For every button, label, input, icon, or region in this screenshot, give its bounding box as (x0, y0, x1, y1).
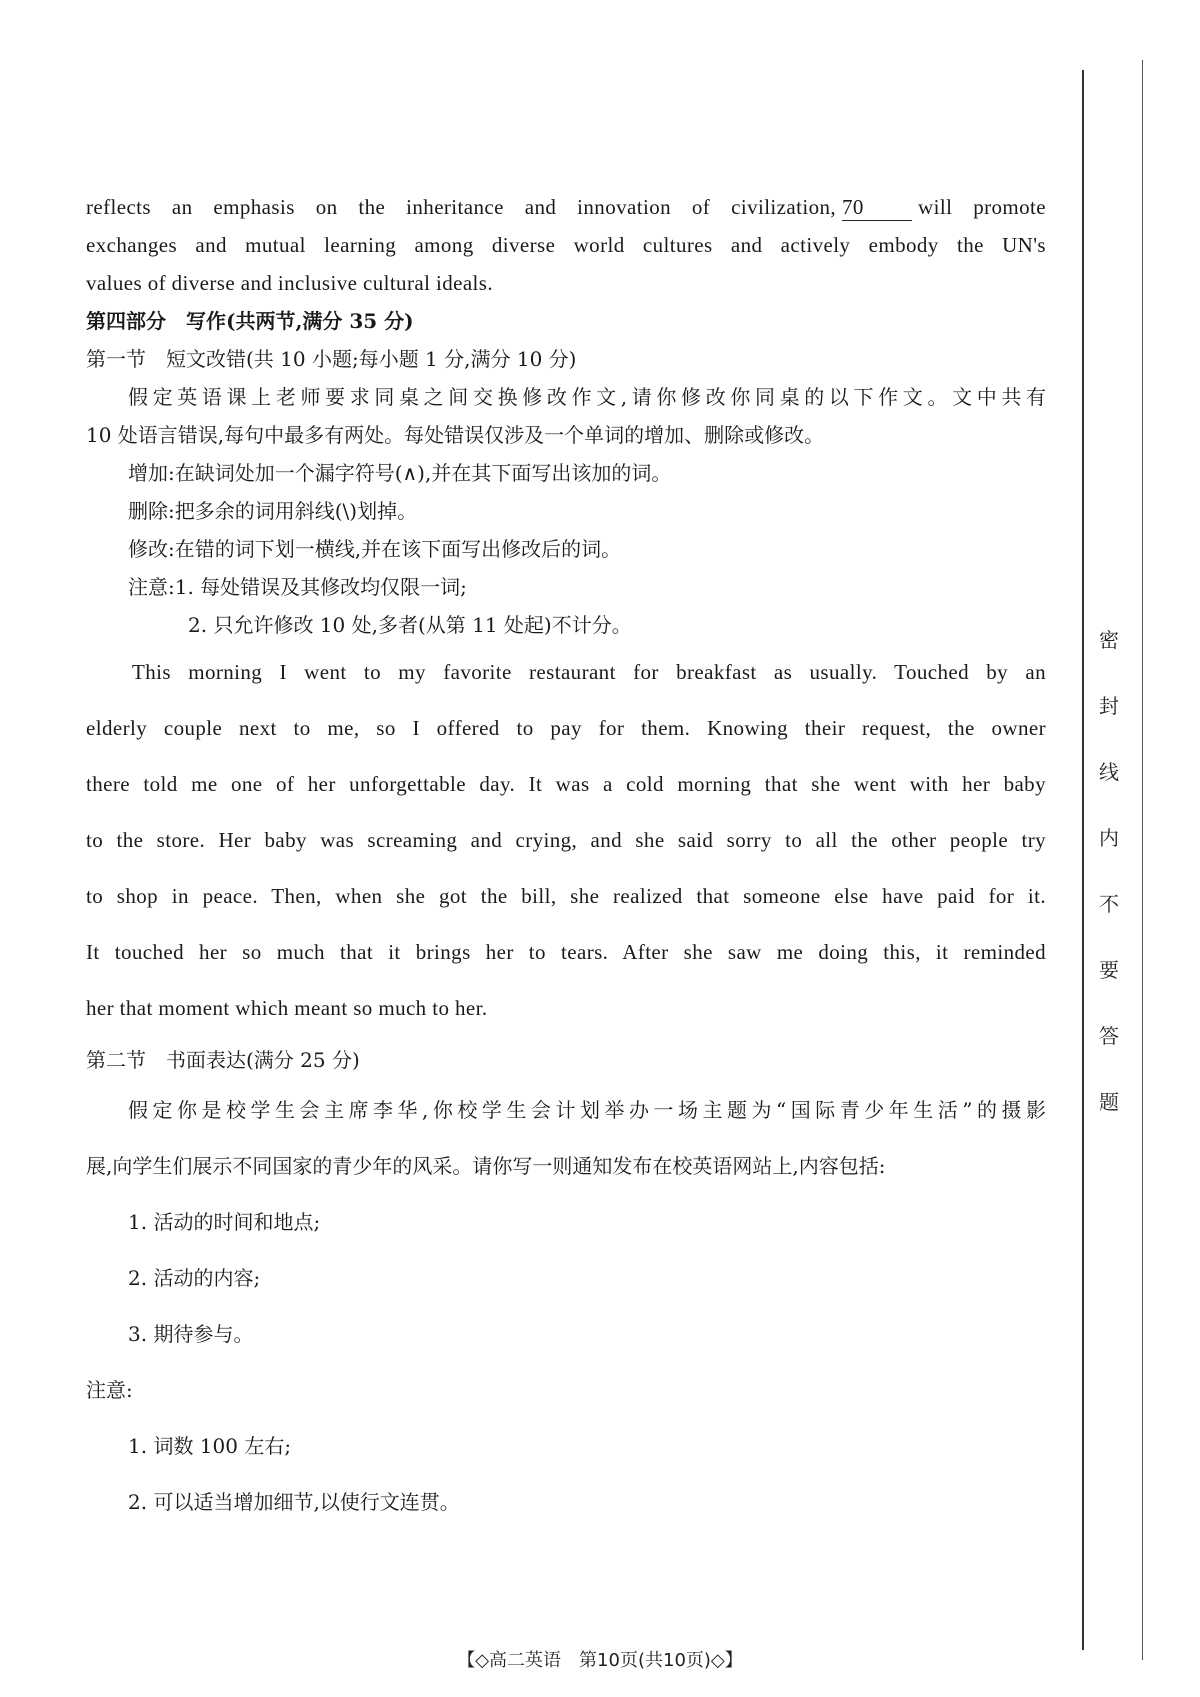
content-point: 1. 活动的时间和地点; (128, 1210, 321, 1234)
passage-tail (86, 188, 1046, 302)
binding-line-outer (1142, 60, 1143, 1660)
section1-intro-line-1: 假定英语课上老师要求同桌之间交换修改作文,请你修改你同桌的以下作文。文中共有 (128, 385, 1046, 409)
binding-char: 答 (1099, 1024, 1119, 1048)
note-heading: 注意: (86, 1378, 133, 1402)
note-1: 注意:1. 每处错误及其修改均仅限一词; (128, 575, 467, 599)
essay-line: It touched her so much that it brings her to tears. After she saw me doing this, it reminded (86, 940, 1046, 964)
part4-heading: 第四部分 写作(共两节,满分 35 分) (86, 309, 414, 333)
binding-char: 封 (1099, 694, 1119, 718)
binding-char: 要 (1099, 958, 1119, 982)
binding-char: 线 (1099, 760, 1119, 784)
answer-blank-70: 70 (842, 194, 912, 221)
essay-line: to the store. Her baby was screaming and crying, and she said sorry to all the other people try (86, 828, 1046, 852)
section1-intro-line-2: 10 处语言错误,每句中最多有两处。每处错误仅涉及一个单词的增加、删除或修改。 (86, 423, 825, 447)
passage-line-1-after: will promote (918, 195, 1046, 219)
binding-margin-text (1094, 630, 1124, 1158)
binding-char: 不 (1099, 892, 1119, 916)
section2 (86, 1038, 1046, 1530)
content-point: 2. 活动的内容; (128, 1266, 261, 1290)
essay-line: there told me one of her unforgettable day. It was a cold morning that she went with her baby (86, 772, 1046, 796)
passage-line-2: exchanges and mutual learning among diverse world cultures and actively embody the UN's (86, 233, 1046, 257)
binding-char: 内 (1099, 826, 1119, 850)
binding-char: 题 (1099, 1090, 1119, 1114)
writing-note: 1. 词数 100 左右; (128, 1434, 292, 1458)
essay-line: to shop in peace. Then, when she got the bill, she realized that someone else have paid for it. (86, 884, 1046, 908)
content-point: 3. 期待参与。 (128, 1322, 254, 1346)
page-content (86, 188, 1046, 1530)
essay-line: This morning I went to my favorite restaurant for breakfast as usually. Touched by an (132, 660, 1046, 684)
delete-rule: 删除:把多余的词用斜线(\)划掉。 (128, 499, 418, 523)
modify-rule: 修改:在错的词下划一横线,并在该下面写出修改后的词。 (128, 537, 622, 561)
passage-line-1 (86, 188, 1046, 226)
section2-prompt-line-1: 假定你是校学生会主席李华,你校学生会计划举办一场主题为“国际青少年生活”的摄影 (128, 1098, 1046, 1122)
note-2: 2. 只允许修改 10 处,多者(从第 11 处起)不计分。 (188, 613, 632, 637)
section2-prompt-line-2: 展,向学生们展示不同国家的青少年的风采。请你写一则通知发布在校英语网站上,内容包括: (86, 1154, 886, 1178)
essay-line: her that moment which meant so much to her. (86, 996, 488, 1020)
binding-char: 密 (1099, 628, 1119, 652)
binding-line-inner (1082, 70, 1084, 1650)
essay-line: elderly couple next to me, so I offered to pay for them. Knowing their request, the owner (86, 716, 1046, 740)
passage-line-3: values of diverse and inclusive cultural ideals. (86, 271, 493, 295)
section2-heading: 第二节 书面表达(满分 25 分) (86, 1048, 360, 1072)
page-footer: 【◇高二英语 第10页(共10页)◇】 (457, 1650, 743, 1671)
passage-line-1-before: reflects an emphasis on the inheritance and innovation of civilization, (86, 195, 837, 219)
writing-note: 2. 可以适当增加细节,以使行文连贯。 (128, 1490, 460, 1514)
section1-heading: 第一节 短文改错(共 10 小题;每小题 1 分,满分 10 分) (86, 347, 577, 371)
error-correction-essay (86, 644, 1046, 1036)
add-rule: 增加:在缺词处加一个漏字符号(∧),并在其下面写出该加的词。 (128, 461, 672, 485)
